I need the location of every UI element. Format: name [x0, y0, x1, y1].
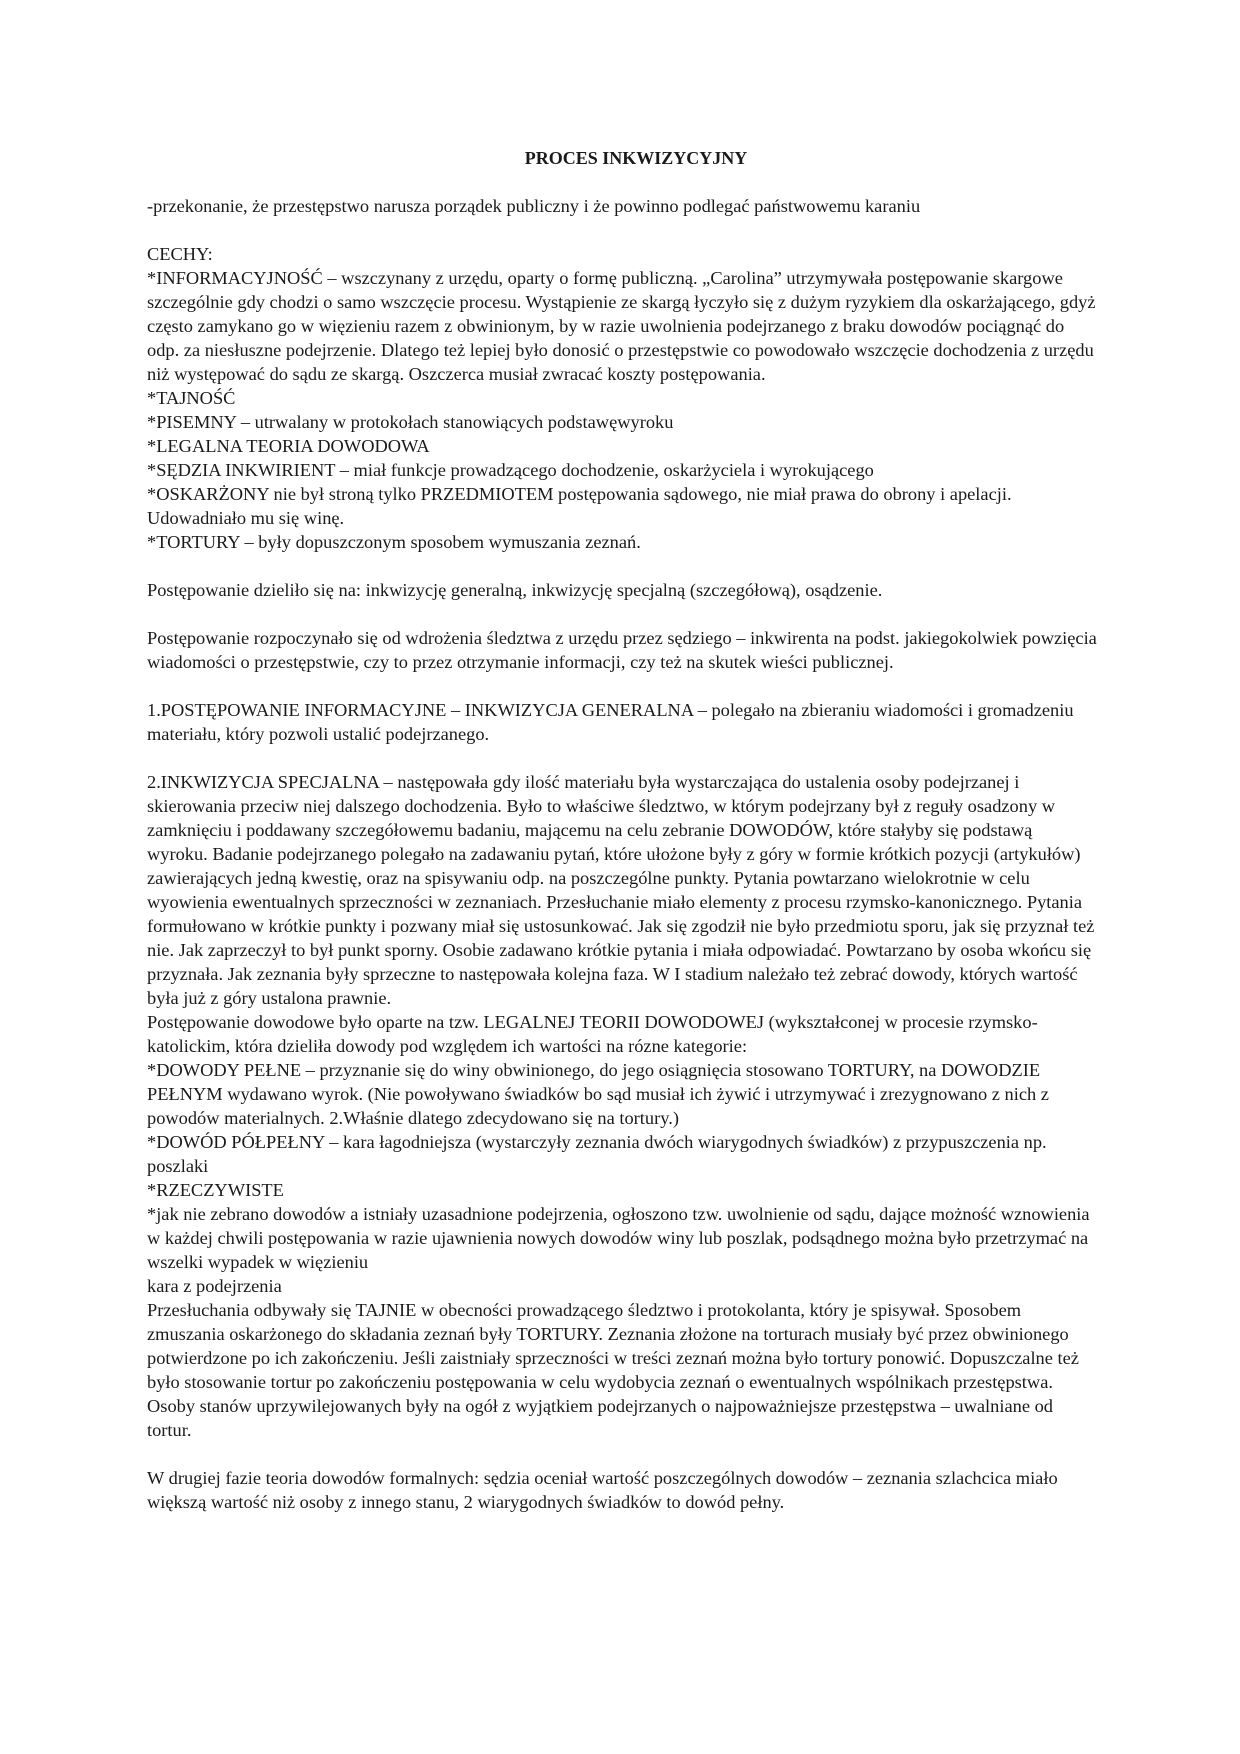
stage2-paragraph: 2.INKWIZYCJA SPECJALNA – następowała gdy ilość materiału była wystarczająca do ustalenia osoby podejrzanej i skierowania przeciw niej dalszego dochodzenia. Było to właściwe śledztwo, w którym podejrzany był z reguły osadzony w zamknięciu i poddawany szczegółowemu badaniu, mającemu na celu zebranie DOWODÓW, które stałyby się podstawą wyroku. Badanie podejrzanego polegało na zadawaniu pytań, które ułożone były z góry w formie krótkich pozycji (artykułów) zawierających jedną kwestię, oraz na spisywaniu odp. na poszczególne punkty. Pytania powtarzano wielokrotnie w celu wyowienia ewentualnych sprzeczności w zeznaniach. Przesłuchanie miało elementy z procesu rzymsko-kanonicznego. Pytania formułowano w krótkie punkty i pozwany miał się ustosunkować. Jak się zgodził nie było przedmiotu sporu, jak się przyznał też nie. Jak zaprzeczył to był punkt sporny. Osobie zadawano krótkie pytania i miała odpowiadać. Powtarzano by osoba wkońcu się przyznała. Jak zeznania były sprzeczne to następowała kolejna faza. W I stadium należało też zebrać dowody, których wartość była już z góry ustalona prawnie. [147, 772, 1095, 1008]
feature-legalna-teoria: *LEGALNA TEORIA DOWODOWA [147, 436, 430, 456]
evidence-real: *RZECZYWISTE [147, 1180, 284, 1200]
phase2-paragraph: W drugiej fazie teoria dowodów formalnych: sędzia oceniał wartość poszczególnych dowodów – zeznania szlachcica miało większą wartość niż osoby z innego stanu, 2 wiarygodnych świadków to dowód pełny. [147, 1468, 1058, 1512]
spacer [147, 674, 1097, 698]
evidence-half: *DOWÓD PÓŁPEŁNY – kara łagodniejsza (wystarczyły zeznania dwóch wiarygodnych świadków) z przypuszczenia np. poszlaki [147, 1132, 1047, 1176]
feature-tajnosc: *TAJNOŚĆ [147, 388, 236, 408]
spacer [147, 218, 1097, 242]
division-paragraph: Postępowanie dzieliło się na: inkwizycję generalną, inkwizycję specjalną (szczegółową), osądzenie. [147, 580, 883, 600]
evidence-release: *jak nie zebrano dowodów a istniały uzasadnione podejrzenia, ogłoszono tzw. uwolnienie od sądu, dające możność wznowienia w każdej chwili postępowania w razie ujawnienia nowych dowodów winy lub poszlak, podsądnego można było przetrzymać na wszelki wypadek w więzieniu [147, 1204, 1090, 1272]
features-heading: CECHY: [147, 244, 213, 264]
stage1-paragraph: 1.POSTĘPOWANIE INFORMACYJNE – INKWIZYCJA GENERALNA – polegało na zbieraniu wiadomości i gromadzeniu materiału, który pozwoli ustalić podejrzanego. [147, 700, 1074, 744]
start-paragraph: Postępowanie rozpoczynało się od wdrożenia śledztwa z urzędu przez sędziego – inkwirenta na podst. jakiegokolwiek powzięcia wiadomości o przestępstwie, czy to przez otrzymanie informacji, czy też na skutek wieści publicznej. [147, 628, 1097, 672]
spacer [147, 746, 1097, 770]
spacer [147, 554, 1097, 578]
spacer [147, 602, 1097, 626]
feature-oskarzony: *OSKARŻONY nie był stroną tylko PRZEDMIOTEM postępowania sądowego, nie miał prawa do obrony i apelacji. Udowadniało mu się winę. [147, 484, 1012, 528]
evidence-suspicion: kara z podejrzenia [147, 1276, 282, 1296]
document-page [147, 146, 1097, 1514]
intro-paragraph: -przekonanie, że przestępstwo narusza porządek publiczny i że powinno podlegać państwowemu karaniu [147, 196, 921, 216]
feature-pisemny: *PISEMNY – utrwalany w protokołach stanowiących podstawęwyroku [147, 412, 674, 432]
interrogation-paragraph: Przesłuchania odbywały się TAJNIE w obecności prowadzącego śledztwo i protokolanta, który je spisywał. Sposobem zmuszania oskarżonego do składania zeznań były TORTURY. Zeznania złożone na torturach musiały być przez obwinionego potwierdzone po ich zakończeniu. Jeśli zaistniały sprzeczności w treści zeznań można było tortury ponowić. Dopuszczalne też było stosowanie tortur po zakończeniu postępowania w celu wydobycia zeznań o ewentualnych wspólnikach przestępstwa. Osoby stanów uprzywilejowanych były na ogół z wyjątkiem podejrzanych o najpoważniejsze przestępstwa – uwalniane od tortur. [147, 1300, 1079, 1440]
feature-sedzia: *SĘDZIA INKWIRIENT – miał funkcje prowadzącego dochodzenie, oskarżyciela i wyrokującego [147, 460, 874, 480]
spacer [147, 1442, 1097, 1466]
evidence-intro-paragraph: Postępowanie dowodowe było oparte na tzw. LEGALNEJ TEORII DOWODOWEJ (wykształconej w procesie rzymsko-katolickim, która dzieliła dowody pod względem ich wartości na rózne kategorie: [147, 1012, 1038, 1056]
document-title: PROCES INKWIZYCYJNY [524, 148, 748, 168]
feature-informacyjnosc: *INFORMACYJNOŚĆ – wszczynany z urzędu, oparty o formę publiczną. „Carolina” utrzymywała postępowanie skargowe szczególnie gdy chodzi o samo wszczęcie procesu. Wystąpienie ze skargą łyczyło się z dużym ryzykiem dla oskarżającego, gdyż często zamykano go w więzieniu razem z obwinionym, by w razie uwolnienia podejrzanego z braku dowodów pociągnąć do odp. za niesłuszne podejrzenie. Dlatego też lepiej było donosić o przestępstwie co powodowało wszczęcie dochodzenia z urzędu niż występować do sądu ze skargą. Oszczerca musiał zwracać koszty postępowania. [147, 268, 1096, 384]
feature-tortury: *TORTURY – były dopuszczonym sposobem wymuszania zeznań. [147, 532, 641, 552]
evidence-full: *DOWODY PEŁNE – przyznanie się do winy obwinionego, do jego osiągnięcia stosowano TORTURY, na DOWODZIE PEŁNYM wydawano wyrok. (Nie powoływano świadków bo sąd musiał ich żywić i utrzymywać i zrezygnowano z nich z powodów materialnych. 2.Właśnie dlatego zdecydowano się na tortury.) [147, 1060, 1049, 1128]
